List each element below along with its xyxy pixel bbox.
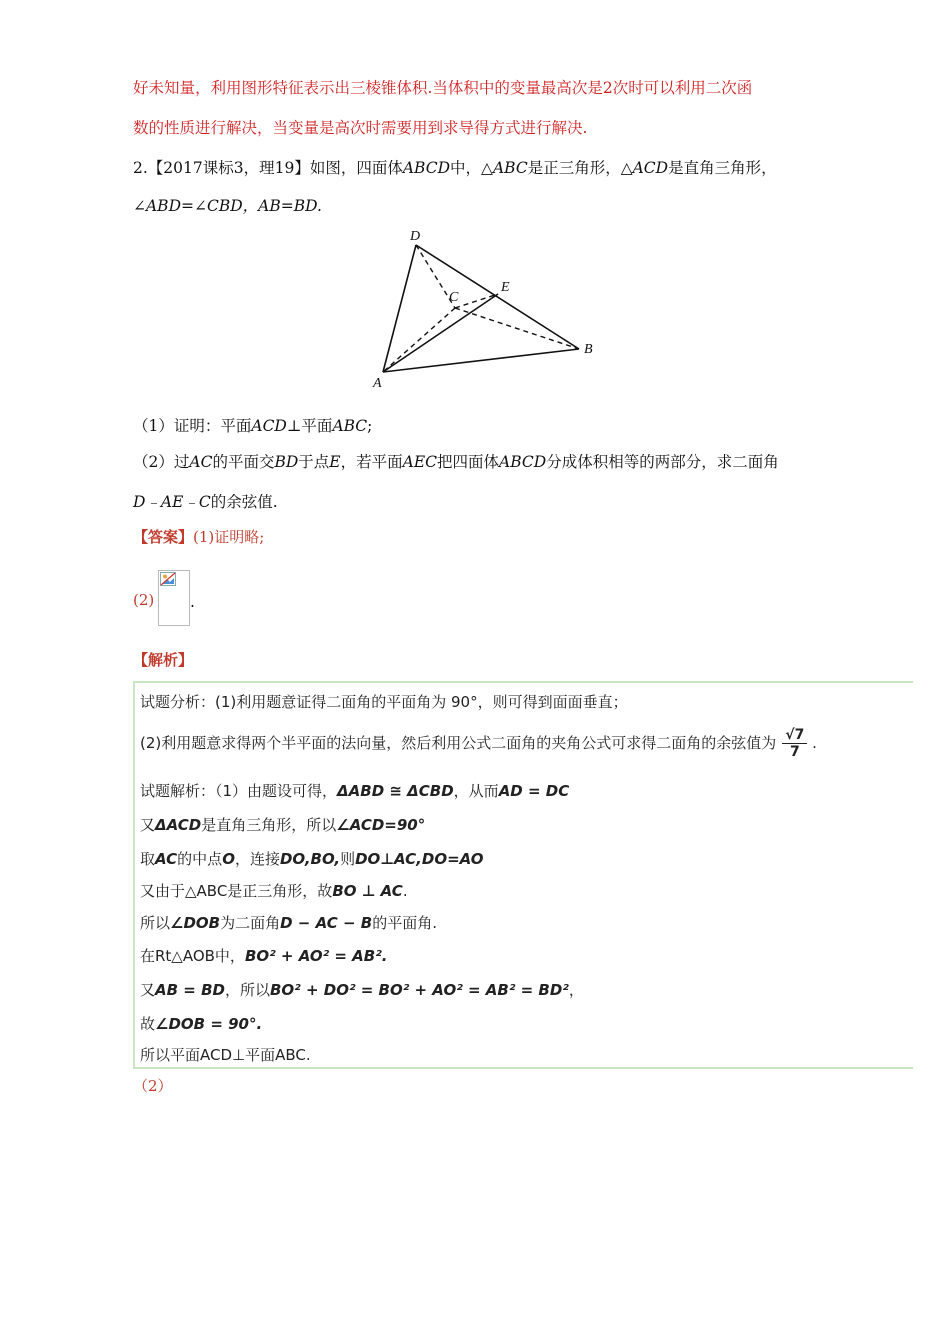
label-b: B — [584, 342, 593, 357]
edge-ce — [455, 294, 498, 308]
analysis-text: ，连接 — [234, 850, 280, 868]
problem-text: 是正三角形，△ — [527, 159, 633, 177]
analysis-label: 【解析】 — [133, 651, 194, 669]
analysis-math: ∠DOB = 90°. — [155, 1015, 263, 1033]
question-text: 分成体积相等的两部分，求二面角 — [546, 453, 779, 471]
answer-part-2-label: (2) — [133, 591, 155, 609]
analysis-line-9 — [140, 979, 584, 1000]
question-text: 把四面体 — [437, 453, 500, 471]
part-2-start: （2） — [133, 1077, 173, 1095]
analysis-text: 又 — [140, 981, 156, 999]
label-a: A — [373, 376, 382, 391]
analysis-text: 为二面角 — [220, 914, 281, 932]
analysis-line-6 — [140, 880, 408, 901]
question-text: （1）证明：平面 — [133, 417, 252, 435]
analysis-math: AC — [155, 850, 178, 868]
fraction-sqrt7-over-7 — [782, 727, 807, 760]
problem-var: ACD — [632, 159, 669, 177]
question-var: ABC — [332, 417, 368, 435]
question-text: 的平面交 — [212, 453, 275, 471]
broken-image-icon — [160, 572, 176, 586]
question-text: ; — [367, 417, 373, 435]
analysis-math: ΔACD — [155, 816, 202, 834]
answer-line — [133, 527, 264, 547]
analysis-text: 取 — [140, 850, 156, 868]
question-text: 于点 — [298, 453, 330, 471]
analysis-text: ，从而 — [453, 782, 499, 800]
analysis-text: ， — [568, 981, 584, 999]
problem-text: 中，△ — [450, 159, 493, 177]
tetrahedron-figure — [365, 222, 605, 394]
problem-var: ABCD — [402, 159, 451, 177]
analysis-math: BO² + AO² = AB². — [244, 947, 388, 965]
intro-line-1: 好未知量，利用图形特征表示出三棱锥体积.当体积中的变量最高次是2次时可以利用二次函 — [133, 79, 753, 97]
question-var: E — [329, 453, 341, 471]
question-var: ACD — [251, 417, 287, 435]
label-d: D — [410, 229, 421, 244]
analysis-text: 的平面角. — [372, 914, 437, 932]
analysis-math: AB = BD — [155, 981, 225, 999]
analysis-line-1: 试题分析：(1)利用题意证得二面角的平面角为 90°，则可得到面面垂直； — [140, 693, 628, 711]
analysis-text: 的中点 — [177, 850, 223, 868]
question-text: 的余弦值. — [210, 493, 278, 511]
analysis-line-3 — [140, 780, 569, 801]
analysis-math: ∠ACD=90° — [336, 816, 426, 834]
analysis-line-8 — [140, 945, 388, 966]
analysis-line-7 — [140, 912, 437, 933]
analysis-text: 又 — [140, 816, 156, 834]
analysis-math: DO,BO, — [279, 850, 341, 868]
analysis-text: 则 — [340, 850, 356, 868]
analysis-text: 是直角三角形，所以 — [201, 816, 337, 834]
analysis-line-2: (2)利用题意求得两个半平面的法向量，然后利用公式二面角的夹角公式可求得二面角的余弦值为 $\frac{√7}{7}$ . — [140, 727, 817, 760]
analysis-line-11: 所以平面ACD⊥平面ABC. — [140, 1046, 311, 1064]
analysis-math: ∠DOB — [170, 914, 221, 932]
problem-text: 如图，四面体 — [309, 159, 403, 177]
intro-line-2: 数的性质进行解决，当变量是高次时需要用到求导得方式进行解决. — [133, 119, 588, 137]
question-var: AEC — [402, 453, 438, 471]
analysis-text: . — [402, 882, 408, 900]
analysis-text: 又由于△ABC是正三角形，故 — [140, 882, 333, 900]
analysis-text: 故 — [140, 1015, 156, 1033]
analysis-math: BO ⊥ AC — [332, 882, 403, 900]
question-var: D﹣AE﹣C — [133, 493, 211, 511]
answer-part-2-end: . — [190, 593, 195, 611]
label-c: C — [449, 290, 459, 305]
problem-number: 2. — [133, 159, 148, 177]
answer-label: 【答案】 — [133, 528, 194, 546]
analysis-math: AD = DC — [498, 782, 570, 800]
analysis-math: DO⊥AC,DO=AO — [355, 850, 484, 868]
problem-statement — [133, 158, 777, 178]
problem-var: ABC — [492, 159, 528, 177]
question-text: （2）过 — [133, 453, 190, 471]
question-var: ABCD — [499, 453, 547, 471]
question-var: AC — [189, 453, 213, 471]
question-text: ⊥平面 — [286, 417, 333, 435]
analysis-line-5 — [140, 848, 484, 869]
analysis-text: (2)利用题意求得两个半平面的法向量，然后利用公式二面角的夹角公式可求得二面角的余弦值为 — [140, 734, 777, 752]
question-var: BD — [274, 453, 299, 471]
label-e: E — [501, 280, 510, 295]
analysis-line-10 — [140, 1013, 262, 1034]
question-text: ，若平面 — [340, 453, 403, 471]
analysis-math: BO² + DO² = BO² + AO² = AB² = BD² — [269, 981, 569, 999]
solution-image-box — [133, 681, 913, 1069]
analysis-text: 在Rt△AOB中， — [140, 947, 245, 965]
analysis-math: O — [222, 850, 235, 868]
broken-image-placeholder — [158, 570, 190, 626]
fraction-denominator: 7 — [789, 744, 800, 760]
answer-part-1: (1)证明略; — [193, 528, 265, 546]
analysis-text: 所以 — [140, 914, 171, 932]
edge-ca — [383, 308, 455, 372]
problem-condition: ∠ABD=∠CBD，AB=BD. — [133, 197, 322, 215]
question-2 — [133, 452, 779, 472]
analysis-line-4 — [140, 814, 425, 835]
problem-text: 是直角三角形， — [668, 159, 777, 177]
analysis-math: D − AC − B — [280, 914, 373, 932]
fraction-numerator: √7 — [782, 727, 807, 744]
analysis-math: ΔABD ≅ ΔCBD — [337, 782, 454, 800]
analysis-text: ，所以 — [224, 981, 270, 999]
edge-cb — [455, 308, 579, 349]
question-2-cont — [133, 492, 278, 512]
analysis-text: 试题解析：（1）由题设可得， — [140, 782, 338, 800]
problem-source: 【2017课标3，理19】 — [147, 159, 310, 177]
question-1 — [133, 416, 372, 436]
